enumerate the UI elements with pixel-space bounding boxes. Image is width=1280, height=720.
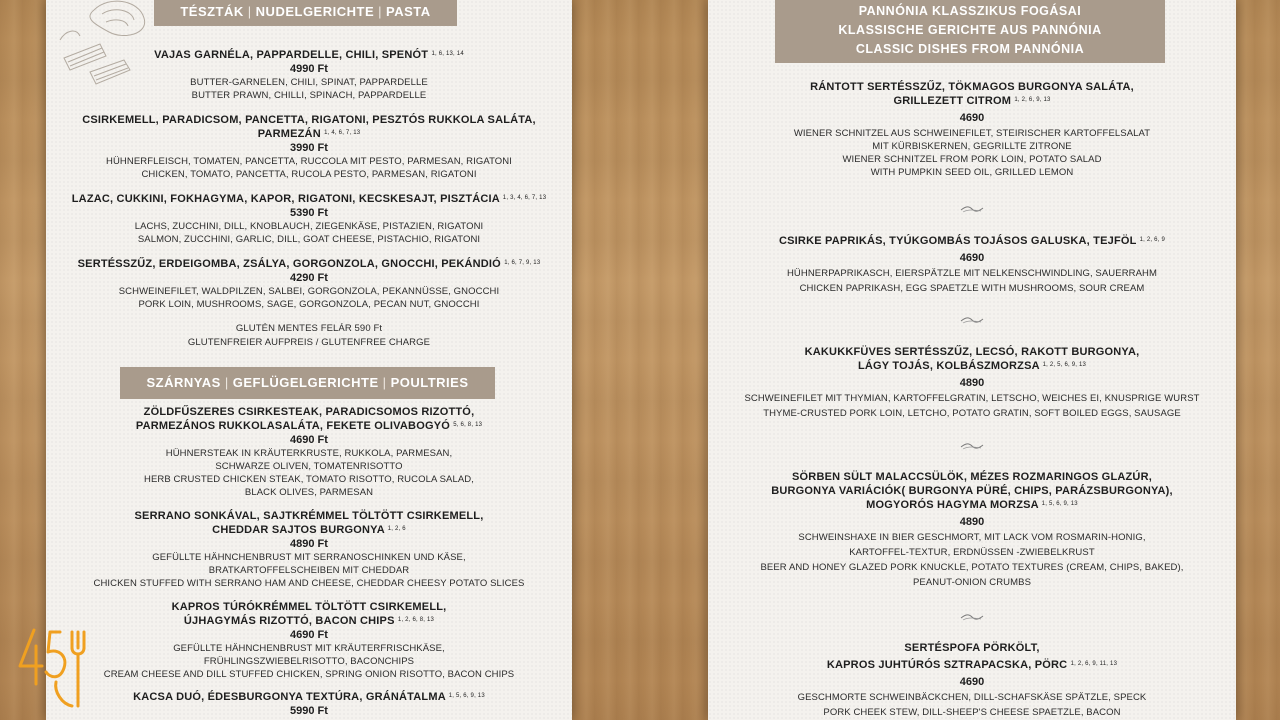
dish-description: GESCHMORTE SCHWEINBÄCKCHEN, DILL-SCHAFSKÄSE SPÄTZLE, SPECK xyxy=(797,692,1147,703)
allergen-codes: 1, 6, 7, 9, 13 xyxy=(504,260,541,266)
dish-title: ZÖLDFŰSZERES CSIRKESTEAK, PARADICSOMOS RIZOTTÓ, xyxy=(143,406,475,418)
dish-description: CHICKEN PAPRIKASH, EGG SPAETZLE WITH MUSHROOMS, SOUR CREAM xyxy=(799,283,1145,294)
dish-description: SCHWEINEFILET MIT THYMIAN, KARTOFFELGRATIN, LETSCHO, WEICHES EI, KNUSPRIGE WURST xyxy=(744,393,1200,404)
divider-squiggle-icon xyxy=(959,315,985,325)
allergen-codes: 1, 2, 5, 6, 9, 13 xyxy=(1042,362,1087,368)
dish-description: HÜHNERPAPRIKASCH, EIERSPÄTZLE MIT NELKENSCHWINDLING, SAUERRAHM xyxy=(786,268,1158,279)
menu-item xyxy=(46,257,572,311)
allergen-codes: 1, 6, 13, 14 xyxy=(431,51,464,57)
heading-separator: | xyxy=(378,4,383,19)
allergen-codes: 1, 2, 6, 9 xyxy=(1139,237,1165,243)
dish-title: SERRANO SONKÁVAL, SAJTKRÉMMEL TÖLTÖTT CSIRKEMELL, xyxy=(134,510,484,522)
dish-description: GEFÜLLTE HÄHNCHENBRUST MIT SERRANOSCHINKEN UND KÄSE, xyxy=(152,552,466,563)
dish-title: SERTÉSPOFA PÖRKÖLT, xyxy=(904,642,1040,654)
dish-title: KAKUKKFÜVES SERTÉSSZŰZ, LECSÓ, RAKOTT BURGONYA, xyxy=(804,346,1140,358)
section-heading-pannonia xyxy=(775,0,1165,63)
heading-separator: | xyxy=(224,375,229,390)
menu-item xyxy=(46,509,572,590)
heading-part: TÉSZTÁK xyxy=(180,4,244,19)
dish-price: 5990 Ft xyxy=(290,705,328,717)
dish-description: SCHWEINEFILET, WALDPILZEN, SALBEI, GORGONZOLA, PEKANNÜSSE, GNOCCHI xyxy=(118,286,500,297)
dish-title: BURGONYA VARIÁCIÓK( BURGONYA PÜRÉ, CHIPS, PARÁZSBURGONYA), xyxy=(771,485,1173,497)
dish-description: BUTTER-GARNELEN, CHILI, SPINAT, PAPPARDELLE xyxy=(190,77,428,88)
dish-price: 4690 Ft xyxy=(290,434,328,446)
allergen-codes: 5, 6, 8, 13 xyxy=(453,422,483,428)
dish-description: HÜHNERSTEAK IN KRÄUTERKRUSTE, RUKKOLA, PARMESAN, xyxy=(165,448,453,459)
allergen-codes: 1, 2, 6, 8, 13 xyxy=(397,617,435,623)
menu-item xyxy=(46,48,572,102)
dish-description: WIENER SCHNITZEL AUS SCHWEINEFILET, STEIRISCHER KARTOFFELSALAT xyxy=(793,128,1151,139)
dish-title: SÖRBEN SÜLT MALACCSÜLÖK, MÉZES ROZMARINGOS GLAZÚR, xyxy=(792,471,1152,483)
allergen-codes: 1, 2, 6 xyxy=(387,526,406,532)
divider-squiggle-icon xyxy=(959,204,985,214)
dish-description: KARTOFFEL-TEXTUR, ERDNÜSSEN -ZWIEBELKRUST xyxy=(849,547,1095,558)
menu-item xyxy=(46,192,572,246)
dish-price: 4990 Ft xyxy=(290,63,328,75)
dish-title: SERTÉSSZŰZ, ERDEIGOMBA, ZSÁLYA, GORGONZOLA, GNOCCHI, PEKÁNDIÓ $^{1, 6, 7, 9, 13}$ xyxy=(77,258,541,270)
allergen-codes: 1, 3, 4, 6, 7, 13 xyxy=(502,195,547,201)
heading-part: NUDELGERICHTE xyxy=(255,4,375,19)
note-line: GLUTÉN MENTES FELÁR 590 Ft xyxy=(235,323,383,334)
dish-description: BLACK OLIVES, PARMESAN xyxy=(244,487,374,498)
restaurant-logo-icon xyxy=(14,626,90,710)
dish-description: SCHWARZE OLIVEN, TOMATENRISOTTO xyxy=(215,461,403,472)
menu-item xyxy=(708,80,1236,179)
menu-item xyxy=(46,405,572,499)
dish-title: LAZAC, CUKKINI, FOKHAGYMA, KAPOR, RIGATONI, KECSKESAJT, PISZTÁCIA $^{1, 3, 4, 6, 7, 13}$ xyxy=(71,193,547,205)
menu-item xyxy=(46,690,572,718)
dish-title: RÁNTOTT SERTÉSSZŰZ, TÖKMAGOS BURGONYA SALÁTA, xyxy=(810,81,1134,93)
dish-price: 3990 Ft xyxy=(290,142,328,154)
dish-description: SCHWEINSHAXE IN BIER GESCHMORT, MIT LACK VOM ROSMARIN-HONIG, xyxy=(798,532,1146,543)
dish-title: GRILLEZETT CITROM $^{1, 2, 6, 9, 13}$ xyxy=(893,95,1051,107)
dish-price: 5390 Ft xyxy=(290,207,328,219)
allergen-codes: 1, 5, 6, 9, 13 xyxy=(1041,501,1078,507)
menu-card-right xyxy=(708,0,1236,720)
dish-price: 4690 xyxy=(959,676,985,688)
allergen-codes: 1, 4, 6, 7, 13 xyxy=(324,130,361,136)
dish-price: 4890 xyxy=(959,377,985,389)
dish-title: LÁGY TOJÁS, KOLBÁSZMORZSA $^{1, 2, 5, 6, 9, 13}$ xyxy=(857,360,1087,372)
menu-item xyxy=(46,600,572,681)
dish-title: KAPROS JUHTÚRÓS SZTRAPACSKA, PÖRC $^{1, 2, 6, 9, 11, 13}$ xyxy=(826,659,1118,671)
dish-description: THYME-CRUSTED PORK LOIN, LETCHO, POTATO GRATIN, SOFT BOILED EGGS, SAUSAGE xyxy=(763,408,1181,419)
heading-part: GEFLÜGELGERICHTE xyxy=(232,375,379,390)
dish-title: PARMEZÁNOS RUKKOLASALÁTA, FEKETE OLIVABOGYÓ $^{5, 6, 8, 13}$ xyxy=(135,420,483,432)
dish-price: 4290 Ft xyxy=(290,272,328,284)
heading-line: PANNÓNIA KLASSZIKUS FOGÁSAI xyxy=(858,4,1082,18)
dish-description: PORK CHEEK STEW, DILL-SHEEP'S CHEESE SPAETZLE, BACON xyxy=(823,707,1121,718)
heading-separator: | xyxy=(247,4,252,19)
menu-card-left xyxy=(46,0,572,720)
dish-price: 4690 Ft xyxy=(290,629,328,641)
gluten-free-note xyxy=(46,322,572,349)
dish-title: KACSA DUÓ, ÉDESBURGONYA TEXTÚRA, GRÁNÁTALMA $^{1, 5, 6, 9, 13}$ xyxy=(133,691,485,703)
dish-description: SALMON, ZUCCHINI, GARLIC, DILL, GOAT CHEESE, PISTACHIO, RIGATONI xyxy=(137,234,481,245)
dish-title: KAPROS TÚRÓKRÉMMEL TÖLTÖTT CSIRKEMELL, xyxy=(171,601,447,613)
dish-description: CHICKEN STUFFED WITH SERRANO HAM AND CHEESE, CHEDDAR CHEESY POTATO SLICES xyxy=(93,578,525,589)
dish-description: PORK LOIN, MUSHROOMS, SAGE, GORGONZOLA, PECAN NUT, GNOCCHI xyxy=(138,299,480,310)
heading-part: SZÁRNYAS xyxy=(146,375,221,390)
dish-price: 4890 Ft xyxy=(290,538,328,550)
dish-description: HERB CRUSTED CHICKEN STEAK, TOMATO RISOTTO, RUCOLA SALAD, xyxy=(144,474,474,485)
dish-description: CREAM CHEESE AND DILL STUFFED CHICKEN, SPRING ONION RISOTTO, BACON CHIPS xyxy=(103,669,515,680)
dish-description: LACHS, ZUCCHINI, DILL, KNOBLAUCH, ZIEGENKÄSE, PISTAZIEN, RIGATONI xyxy=(134,221,484,232)
heading-line: CLASSIC DISHES FROM PANNÓNIA xyxy=(855,42,1085,56)
dish-title: CHEDDAR SAJTOS BURGONYA $^{1, 2, 6}$ xyxy=(212,524,406,536)
heading-part: POULTRIES xyxy=(390,375,469,390)
dish-price: 4890 xyxy=(959,516,985,528)
dish-description: BEER AND HONEY GLAZED PORK KNUCKLE, POTATO TEXTURES (CREAM, CHIPS, BAKED), xyxy=(760,562,1184,573)
dish-title: ÚJHAGYMÁS RIZOTTÓ, BACON CHIPS $^{1, 2, 6, 8, 13}$ xyxy=(183,615,435,627)
dish-description: WIENER SCHNITZEL FROM PORK LOIN, POTATO SALAD xyxy=(842,154,1102,165)
dish-title: CSIRKE PAPRIKÁS, TYÚKGOMBÁS TOJÁSOS GALUSKA, TEJFÖL $^{1, 2, 6, 9}$ xyxy=(779,235,1165,247)
dish-description: PEANUT-ONION CRUMBS xyxy=(912,577,1032,588)
section-heading-pasta xyxy=(154,0,457,26)
heading-part: PASTA xyxy=(386,4,431,19)
allergen-codes: 1, 2, 6, 9, 11, 13 xyxy=(1070,661,1118,667)
dish-title: VAJAS GARNÉLA, PAPPARDELLE, CHILI, SPENÓT $^{1, 6, 13, 14}$ xyxy=(154,49,464,61)
menu-item xyxy=(46,113,572,181)
heading-separator: | xyxy=(382,375,387,390)
menu-item xyxy=(708,234,1236,295)
heading-line: KLASSISCHE GERICHTE AUS PANNÓNIA xyxy=(838,23,1102,37)
dish-description: BRATKARTOFFELSCHEIBEN MIT CHEDDAR xyxy=(208,565,410,576)
section-heading-poultry xyxy=(120,367,495,399)
dish-description: WITH PUMPKIN SEED OIL, GRILLED LEMON xyxy=(870,167,1074,178)
dish-description: BUTTER PRAWN, CHILLI, SPINACH, PAPPARDELLE xyxy=(191,90,427,101)
dish-description: MIT KÜRBISKERNEN, GEGRILLTE ZITRONE xyxy=(872,141,1072,152)
dish-price: 4690 xyxy=(959,112,985,124)
dish-description: CHICKEN, TOMATO, PANCETTA, RUCOLA PESTO, PARMESAN, RIGATONI xyxy=(141,169,477,180)
divider-squiggle-icon xyxy=(959,612,985,622)
dish-description: GEFÜLLTE HÄHNCHENBRUST MIT KRÄUTERFRISCHKÄSE, xyxy=(173,643,445,654)
dish-description: HÜHNERFLEISCH, TOMATEN, PANCETTA, RUCCOLA MIT PESTO, PARMESAN, RIGATONI xyxy=(106,156,512,167)
menu-item xyxy=(708,470,1236,589)
menu-item xyxy=(708,641,1236,719)
note-line: GLUTENFREIER AUFPREIS / GLUTENFREE CHARGE xyxy=(187,337,431,348)
dish-description: FRÜHLINGSZWIEBELRISOTTO, BACONCHIPS xyxy=(203,656,415,667)
dish-title: CSIRKEMELL, PARADICSOM, PANCETTA, RIGATONI, PESZTÓS RUKKOLA SALÁTA, xyxy=(82,114,536,126)
allergen-codes: 1, 5, 6, 9, 13 xyxy=(448,693,485,699)
allergen-codes: 1, 2, 6, 9, 13 xyxy=(1014,97,1051,103)
dish-price: 4690 xyxy=(959,252,985,264)
menu-item xyxy=(708,345,1236,420)
dish-title: MOGYORÓS HAGYMA MORZSA $^{1, 5, 6, 9, 13}$ xyxy=(866,499,1078,511)
divider-squiggle-icon xyxy=(959,441,985,451)
dish-title: PARMEZÁN $^{1, 4, 6, 7, 13}$ xyxy=(257,128,361,140)
